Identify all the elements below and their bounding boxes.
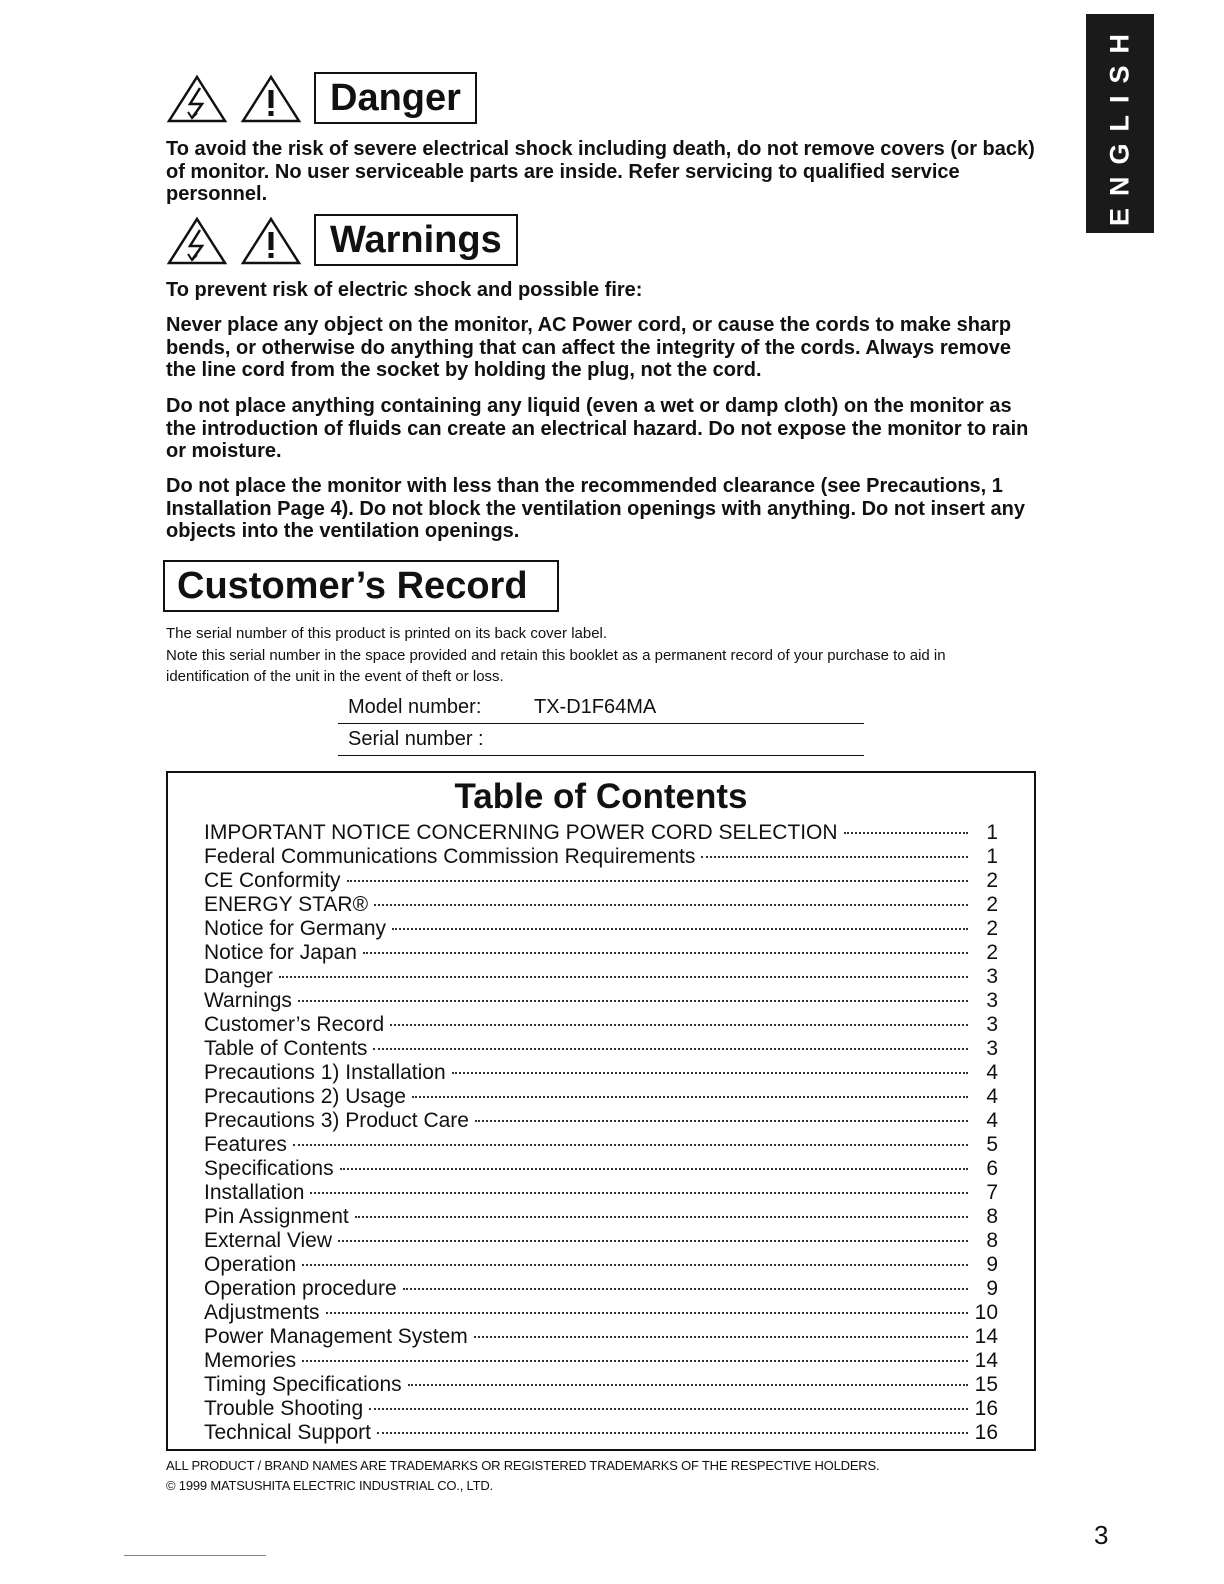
toc-leader-dots [363,952,968,954]
toc-entry-title: Operation procedure [204,1277,397,1300]
toc-entry [204,989,998,1013]
toc-entry [204,893,998,917]
electric-shock-warning-icon [166,74,228,124]
exclamation-warning-icon [240,74,302,124]
toc-entry-title: Installation [204,1181,305,1204]
serial-number-field [338,725,864,756]
toc-entry-page: 3 [986,989,998,1012]
toc-entry-page: 9 [986,1277,998,1300]
toc-leader-dots [340,1168,968,1170]
toc-entry-title: ENERGY STAR® [204,893,369,916]
toc-entry-title: External View [204,1229,333,1252]
toc-entry-page: 3 [986,1013,998,1036]
warnings-paragraph: Never place any object on the monitor, AC Power cord, or cause the cords to make sharp bends, or otherwise do anything that can affect the integrity of the cords. Always remove the line cord from the socket by holding the plug, not the cord. [166,314,1012,381]
toc-entry-title: Pin Assignment [204,1205,349,1228]
toc-leader-dots [373,1048,968,1050]
toc-entry-title: Notice for Germany [204,917,387,940]
toc-entry [204,1325,998,1349]
toc-leader-dots [279,976,968,978]
toc-entry [204,1157,998,1181]
toc-entry [204,965,998,989]
toc-leader-dots [293,1144,968,1146]
toc-leader-dots [338,1240,968,1242]
danger-title: Danger [314,72,477,124]
toc-entry-title: Precautions 3) Product Care [204,1109,469,1132]
toc-leader-dots [326,1312,968,1314]
toc-entry-title: Power Management System [204,1325,468,1348]
toc-leader-dots [412,1096,968,1098]
toc-entry [204,1205,998,1229]
toc-entry [204,1085,998,1109]
toc-entry [204,1277,998,1301]
toc-leader-dots [355,1216,968,1218]
toc-entry-page: 1 [986,845,998,868]
toc-entry [204,1037,998,1061]
copyright-notice: © 1999 MATSUSHITA ELECTRIC INDUSTRIAL CO., LTD. [166,1478,493,1493]
danger-text: To avoid the risk of severe electrical shock including death, do not remove covers (or back) of monitor. No user serviceable parts are inside. Refer servicing to qualified service personnel. [166,138,1035,205]
toc-entry-page: 14 [974,1349,998,1372]
toc-title: Table of Contents [454,777,748,816]
page-number: 3 [1094,1520,1109,1550]
toc-entry-page: 5 [986,1133,998,1156]
toc-entry [204,845,998,869]
toc-entry-title: Features [204,1133,287,1156]
toc-leader-dots [374,904,968,906]
warnings-paragraph: Do not place anything containing any liquid (even a wet or damp cloth) on the monitor as the introduction of fluids can create an electrical hazard. Do not expose the monitor to rain or moisture. [166,395,1029,462]
toc-entry-page: 16 [974,1421,998,1444]
toc-entry-title: IMPORTANT NOTICE CONCERNING POWER CORD SELECTION [204,821,838,844]
toc-list [204,821,998,1445]
electric-shock-warning-icon [166,216,228,266]
toc-entry-title: Specifications [204,1157,334,1180]
toc-entry-page: 9 [986,1253,998,1276]
warnings-title: Warnings [314,214,518,266]
toc-leader-dots [475,1120,968,1122]
divider [124,1555,266,1556]
toc-leader-dots [403,1288,968,1290]
language-tab [1086,14,1154,233]
toc-entry-title: Table of Contents [204,1037,368,1060]
toc-leader-dots [844,832,968,834]
model-number-value: TX-D1F64MA [534,696,657,718]
toc-entry [204,1013,998,1037]
toc-entry-title: Memories [204,1349,297,1372]
toc-entry-page: 4 [986,1061,998,1084]
toc-leader-dots [474,1336,968,1338]
toc-leader-dots [408,1384,968,1386]
toc-leader-dots [310,1192,968,1194]
toc-leader-dots [701,856,968,858]
toc-entry-page: 8 [986,1229,998,1252]
toc-entry [204,1373,998,1397]
toc-entry-page: 2 [986,869,998,892]
toc-entry-page: 14 [974,1325,998,1348]
toc-entry-title: Operation [204,1253,297,1276]
toc-entry [204,1229,998,1253]
toc-entry-page: 10 [974,1301,998,1324]
toc-entry-title: Customer’s Record [204,1013,385,1036]
toc-entry-page: 7 [986,1181,998,1204]
toc-entry-page: 2 [986,941,998,964]
toc-entry [204,1301,998,1325]
model-number-field [338,693,864,724]
exclamation-warning-icon [240,216,302,266]
toc-entry-page: 2 [986,893,998,916]
toc-entry [204,1133,998,1157]
toc-leader-dots [347,880,968,882]
toc-entry [204,821,998,845]
danger-header [166,72,477,124]
toc-entry [204,1253,998,1277]
toc-entry [204,1349,998,1373]
toc-entry-title: Precautions 2) Usage [204,1085,406,1108]
warnings-header [166,214,518,266]
trademark-notice: ALL PRODUCT / BRAND NAMES ARE TRADEMARKS OR REGISTERED TRADEMARKS OF THE RESPECTIVE HOLDERS. [166,1458,880,1473]
customer-record-title: Customer’s Record [163,560,559,612]
toc-entry-title: Federal Communications Commission Requirements [204,845,696,868]
toc-entry [204,941,998,965]
toc-entry [204,1397,998,1421]
warnings-paragraph: Do not place the monitor with less than the recommended clearance (see Precautions, 1 Installation Page 4). Do not block the ventilation openings with anything. Do not insert any objects into the ventilation openings. [166,475,1025,542]
toc-entry-page: 2 [986,917,998,940]
toc-entry-page: 8 [986,1205,998,1228]
language-tab-label: ENGLISH [1104,21,1135,226]
toc-entry [204,917,998,941]
toc-entry-page: 4 [986,1085,998,1108]
toc-leader-dots [390,1024,968,1026]
toc-entry-title: Timing Specifications [204,1373,402,1396]
toc-entry [204,1181,998,1205]
record-text: Note this serial number in the space provided and retain this booklet as a permanent record of your purchase to aid in identification of the unit in the event of theft or loss. [166,647,946,685]
toc-entry-title: Precautions 1) Installation [204,1061,446,1084]
toc-leader-dots [369,1408,968,1410]
serial-number-label: Serial number : [348,728,484,750]
toc-entry-page: 6 [986,1157,998,1180]
toc-entry [204,1061,998,1085]
toc-entry [204,1109,998,1133]
toc-entry [204,1421,998,1445]
toc-entry-title: Adjustments [204,1301,320,1324]
toc-entry-title: Technical Support [204,1421,371,1444]
toc-leader-dots [298,1000,968,1002]
toc-entry-page: 3 [986,1037,998,1060]
toc-entry-page: 4 [986,1109,998,1132]
toc-entry-title: Warnings [204,989,292,1012]
toc-entry [204,869,998,893]
toc-leader-dots [452,1072,968,1074]
model-number-label: Model number: [348,696,482,718]
toc-entry-title: Trouble Shooting [204,1397,364,1420]
toc-entry-page: 16 [974,1397,998,1420]
toc-entry-title: CE Conformity [204,869,341,892]
toc-entry-page: 1 [986,821,998,844]
toc-entry-title: Danger [204,965,273,988]
toc-leader-dots [392,928,968,930]
toc-leader-dots [302,1360,968,1362]
toc-leader-dots [302,1264,968,1266]
toc-entry-title: Notice for Japan [204,941,357,964]
toc-entry-page: 15 [974,1373,998,1396]
record-text: The serial number of this product is printed on its back cover label. [166,625,608,642]
warnings-intro: To prevent risk of electric shock and possible fire: [166,279,643,301]
table-of-contents [166,771,1036,1451]
toc-leader-dots [377,1432,968,1434]
toc-entry-page: 3 [986,965,998,988]
